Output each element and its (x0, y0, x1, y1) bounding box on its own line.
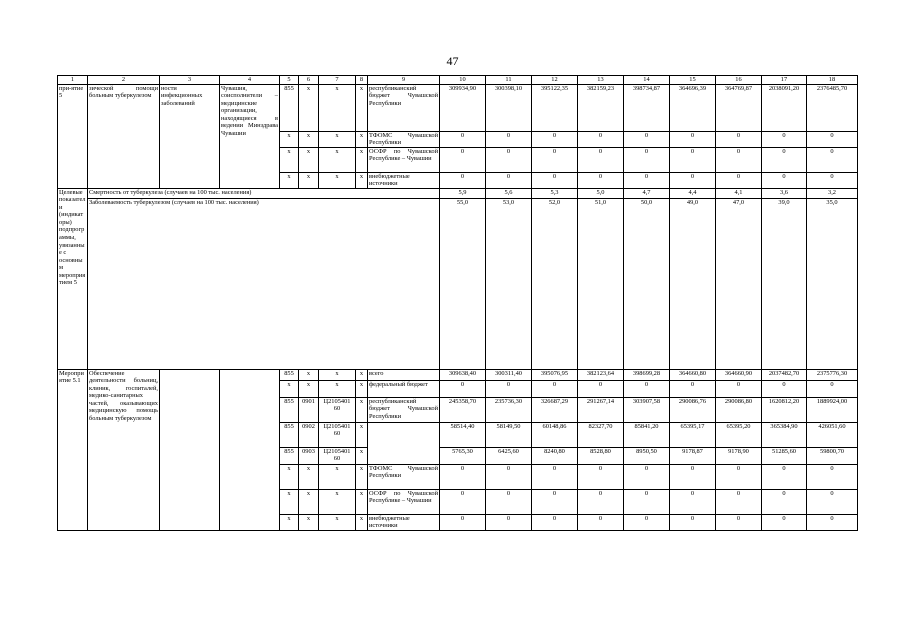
indicator-value: 51,0 (578, 198, 624, 369)
indicator-value: 55,0 (440, 198, 486, 369)
value-cell: 0 (670, 514, 716, 530)
value-cell: 0 (670, 489, 716, 514)
value-cell: 2375776,30 (807, 369, 858, 380)
grbs-code: x (280, 464, 299, 489)
value-cell: 0 (670, 131, 716, 147)
value-cell: 398734,87 (624, 84, 670, 131)
value-cell: 382123,64 (578, 369, 624, 380)
value-cell: 9178,90 (716, 447, 762, 464)
target-code: x (319, 147, 356, 172)
value-cell: 0 (624, 464, 670, 489)
value-cell: 8950,50 (624, 447, 670, 464)
funding-source: федеральный бюджет (368, 380, 440, 397)
target-code: Ц2105401 60 (319, 422, 356, 447)
section-code: x (299, 514, 319, 530)
value-cell: 0 (486, 380, 532, 397)
value-cell: 0 (486, 172, 532, 188)
indicator-value: 52,0 (532, 198, 578, 369)
section-code: 0901 (299, 397, 319, 422)
value-cell: 365384,90 (762, 422, 807, 447)
subevent-name: Обеспечение деятельности больниц, клиник, госпиталей, медико-санитарных частей, оказывающих медицинскую помощь больным туберкулезом (88, 369, 160, 530)
value-cell: 2038091,20 (762, 84, 807, 131)
value-cell: 0 (762, 514, 807, 530)
target-code: x (319, 172, 356, 188)
header-cell: 2 (88, 76, 160, 85)
header-cell: 9 (368, 76, 440, 85)
value-cell: 364660,80 (670, 369, 716, 380)
value-cell: 82327,70 (578, 422, 624, 447)
executor-cell (220, 369, 280, 530)
value-cell: 0 (807, 147, 858, 172)
value-cell: 2376485,70 (807, 84, 858, 131)
value-cell: 0 (486, 514, 532, 530)
value-cell: 382159,23 (578, 84, 624, 131)
indicator-name: Заболеваемость туберкулезом (случаев на 100 тыс. населения) (88, 198, 440, 369)
value-cell: 0 (532, 514, 578, 530)
value-cell: 0 (532, 147, 578, 172)
target-code: Ц2105401 60 (319, 397, 356, 422)
expense-code: x (356, 369, 368, 380)
value-cell: 364769,87 (716, 84, 762, 131)
expense-code: x (356, 147, 368, 172)
grbs-code: 855 (280, 84, 299, 131)
value-cell: 0 (532, 131, 578, 147)
value-cell: 0 (807, 380, 858, 397)
value-cell: 0 (762, 147, 807, 172)
header-cell: 1 (58, 76, 88, 85)
grbs-code: x (280, 131, 299, 147)
executor-cell: Чувашия, соисполнители – медицинские организации, находящиеся в ведении Минздрава Чувашии (220, 84, 280, 188)
indicator-row (58, 188, 858, 198)
header-cell: 3 (160, 76, 220, 85)
value-cell: 309638,40 (440, 369, 486, 380)
expense-code: x (356, 422, 368, 447)
value-cell: 0 (532, 489, 578, 514)
header-cell: 11 (486, 76, 532, 85)
funding-source: ОСФР по Чувашской Республике – Чувашии (368, 489, 440, 514)
value-cell: 58514,40 (440, 422, 486, 447)
value-cell: 0 (624, 514, 670, 530)
value-cell: 395076,95 (532, 369, 578, 380)
target-code: Ц2105401 60 (319, 447, 356, 464)
target-code: x (319, 380, 356, 397)
value-cell: 0 (716, 147, 762, 172)
value-cell: 51285,60 (762, 447, 807, 464)
indicator-value: 49,0 (670, 198, 716, 369)
indicator-value: 50,0 (624, 198, 670, 369)
header-cell: 7 (319, 76, 356, 85)
section-code: x (299, 489, 319, 514)
funding-source: внебюджетные источники (368, 172, 440, 188)
target-code: x (319, 369, 356, 380)
value-cell: 65395,20 (716, 422, 762, 447)
value-cell: 0 (532, 380, 578, 397)
value-cell: 0 (670, 147, 716, 172)
section-code: x (299, 147, 319, 172)
budget-table (57, 75, 858, 531)
header-cell: 4 (220, 76, 280, 85)
header-cell: 17 (762, 76, 807, 85)
value-cell: 0 (624, 380, 670, 397)
value-cell: 1889924,00 (807, 397, 858, 422)
grbs-code: x (280, 489, 299, 514)
section-code: 0903 (299, 447, 319, 464)
value-cell: 6425,60 (486, 447, 532, 464)
value-cell: 0 (762, 464, 807, 489)
indicator-value: 4,7 (624, 188, 670, 198)
value-cell: 0 (762, 380, 807, 397)
expense-code: x (356, 464, 368, 489)
expense-code: x (356, 131, 368, 147)
goal-cell (160, 369, 220, 530)
target-code: x (319, 131, 356, 147)
value-cell: 0 (716, 514, 762, 530)
indicator-value: 5,9 (440, 188, 486, 198)
value-cell: 0 (762, 172, 807, 188)
expense-code: x (356, 397, 368, 422)
event-name: зической помощи больным туберкулезом (88, 84, 160, 188)
indicator-value: 35,0 (807, 198, 858, 369)
value-cell: 303907,58 (624, 397, 670, 422)
indicator-value: 5,6 (486, 188, 532, 198)
header-cell: 18 (807, 76, 858, 85)
section-code: x (299, 131, 319, 147)
target-code: x (319, 84, 356, 131)
value-cell: 0 (578, 380, 624, 397)
value-cell: 0 (624, 172, 670, 188)
indicator-value: 47,0 (716, 198, 762, 369)
value-cell: 290086,80 (716, 397, 762, 422)
value-cell: 0 (578, 514, 624, 530)
value-cell: 0 (807, 514, 858, 530)
header-cell: 13 (578, 76, 624, 85)
value-cell: 2037482,70 (762, 369, 807, 380)
value-cell: 0 (578, 489, 624, 514)
value-cell: 0 (440, 514, 486, 530)
value-cell: 0 (807, 464, 858, 489)
value-cell: 0 (578, 147, 624, 172)
funding-source (368, 422, 440, 464)
funding-source: республиканский бюджет Чувашской Республики (368, 397, 440, 422)
value-cell: 0 (624, 147, 670, 172)
value-cell: 0 (440, 172, 486, 188)
indicator-row (58, 198, 858, 369)
value-cell: 0 (486, 147, 532, 172)
value-cell: 0 (578, 172, 624, 188)
value-cell: 398699,28 (624, 369, 670, 380)
value-cell: 1620812,20 (762, 397, 807, 422)
value-cell: 65395,17 (670, 422, 716, 447)
target-code: x (319, 464, 356, 489)
funding-source: всего (368, 369, 440, 380)
value-cell: 395122,35 (532, 84, 578, 131)
section-code: x (299, 380, 319, 397)
value-cell: 426051,60 (807, 422, 858, 447)
section-code: x (299, 84, 319, 131)
value-cell: 364696,39 (670, 84, 716, 131)
table-row (58, 369, 858, 380)
value-cell: 0 (440, 464, 486, 489)
value-cell: 0 (716, 131, 762, 147)
value-cell: 0 (762, 489, 807, 514)
indicator-value: 3,2 (807, 188, 858, 198)
funding-source: внебюджетные источники (368, 514, 440, 530)
header-row (58, 76, 858, 85)
grbs-code: 855 (280, 369, 299, 380)
value-cell: 290086,76 (670, 397, 716, 422)
value-cell: 0 (670, 380, 716, 397)
section-code: x (299, 369, 319, 380)
value-cell: 9178,87 (670, 447, 716, 464)
value-cell: 300311,40 (486, 369, 532, 380)
value-cell: 0 (486, 131, 532, 147)
section-code: x (299, 464, 319, 489)
subevent-label: Мероприятие 5.1 (58, 369, 88, 530)
target-code: x (319, 514, 356, 530)
value-cell: 0 (716, 172, 762, 188)
value-cell: 309934,90 (440, 84, 486, 131)
grbs-code: x (280, 172, 299, 188)
value-cell: 0 (486, 464, 532, 489)
grbs-code: 855 (280, 422, 299, 447)
value-cell: 0 (716, 380, 762, 397)
indicator-value: 53,0 (486, 198, 532, 369)
header-cell: 8 (356, 76, 368, 85)
value-cell: 0 (440, 380, 486, 397)
funding-source: ОСФР по Чувашской Республике – Чувашии (368, 147, 440, 172)
value-cell: 0 (624, 131, 670, 147)
grbs-code: x (280, 380, 299, 397)
indicator-value: 4,1 (716, 188, 762, 198)
value-cell: 0 (670, 172, 716, 188)
value-cell: 0 (716, 464, 762, 489)
value-cell: 0 (624, 489, 670, 514)
value-cell: 60148,86 (532, 422, 578, 447)
value-cell: 59800,70 (807, 447, 858, 464)
grbs-code: 855 (280, 397, 299, 422)
value-cell: 0 (807, 489, 858, 514)
target-code: x (319, 489, 356, 514)
value-cell: 326687,29 (532, 397, 578, 422)
value-cell: 8528,80 (578, 447, 624, 464)
indicator-value: 4,4 (670, 188, 716, 198)
header-cell: 14 (624, 76, 670, 85)
value-cell: 85841,20 (624, 422, 670, 447)
value-cell: 0 (532, 172, 578, 188)
value-cell: 364660,90 (716, 369, 762, 380)
funding-source: республиканский бюджет Чувашской Республики (368, 84, 440, 131)
value-cell: 0 (532, 464, 578, 489)
value-cell: 0 (807, 131, 858, 147)
indicators-label: Целевые показатели (индикаторы) подпрограммы, увязанные с основным мероприятием 5 (58, 188, 88, 369)
indicator-value: 5,0 (578, 188, 624, 198)
value-cell: 58149,50 (486, 422, 532, 447)
funding-source: ТФОМС Чувашской Республики (368, 464, 440, 489)
table-row (58, 84, 858, 131)
expense-code: x (356, 84, 368, 131)
value-cell: 8240,80 (532, 447, 578, 464)
goal-cell: ности инфекционных заболеваний (160, 84, 220, 188)
value-cell: 0 (762, 131, 807, 147)
header-cell: 5 (280, 76, 299, 85)
expense-code: x (356, 514, 368, 530)
indicator-value: 39,0 (762, 198, 807, 369)
funding-source: ТФОМС Чувашской Республики (369, 131, 438, 147)
indicator-value: 3,6 (762, 188, 807, 198)
header-cell: 15 (670, 76, 716, 85)
header-cell: 10 (440, 76, 486, 85)
expense-code: x (356, 489, 368, 514)
expense-code: x (356, 447, 368, 464)
grbs-code: 855 (280, 447, 299, 464)
value-cell: 0 (440, 147, 486, 172)
header-cell: 6 (299, 76, 319, 85)
value-cell: 0 (807, 172, 858, 188)
value-cell: 0 (578, 464, 624, 489)
value-cell: 245358,70 (440, 397, 486, 422)
event-label: при-ятие 5 (58, 84, 88, 188)
section-code: 0902 (299, 422, 319, 447)
value-cell: 0 (440, 131, 486, 147)
value-cell: 0 (670, 464, 716, 489)
grbs-code: x (280, 514, 299, 530)
value-cell: 5765,30 (440, 447, 486, 464)
expense-code: x (356, 380, 368, 397)
grbs-code: x (280, 147, 299, 172)
value-cell: 0 (716, 489, 762, 514)
indicator-name: Смертность от туберкулеза (случаев на 100 тыс. населения) (88, 188, 440, 198)
indicator-value: 5,3 (532, 188, 578, 198)
value-cell: 235736,30 (486, 397, 532, 422)
page-number: 47 (446, 54, 459, 68)
value-cell: 300398,10 (486, 84, 532, 131)
header-cell: 16 (716, 76, 762, 85)
value-cell: 0 (486, 489, 532, 514)
section-code: x (299, 172, 319, 188)
header-cell: 12 (532, 76, 578, 85)
value-cell: 0 (578, 131, 624, 147)
expense-code: x (356, 172, 368, 188)
value-cell: 0 (440, 489, 486, 514)
value-cell: 291267,14 (578, 397, 624, 422)
